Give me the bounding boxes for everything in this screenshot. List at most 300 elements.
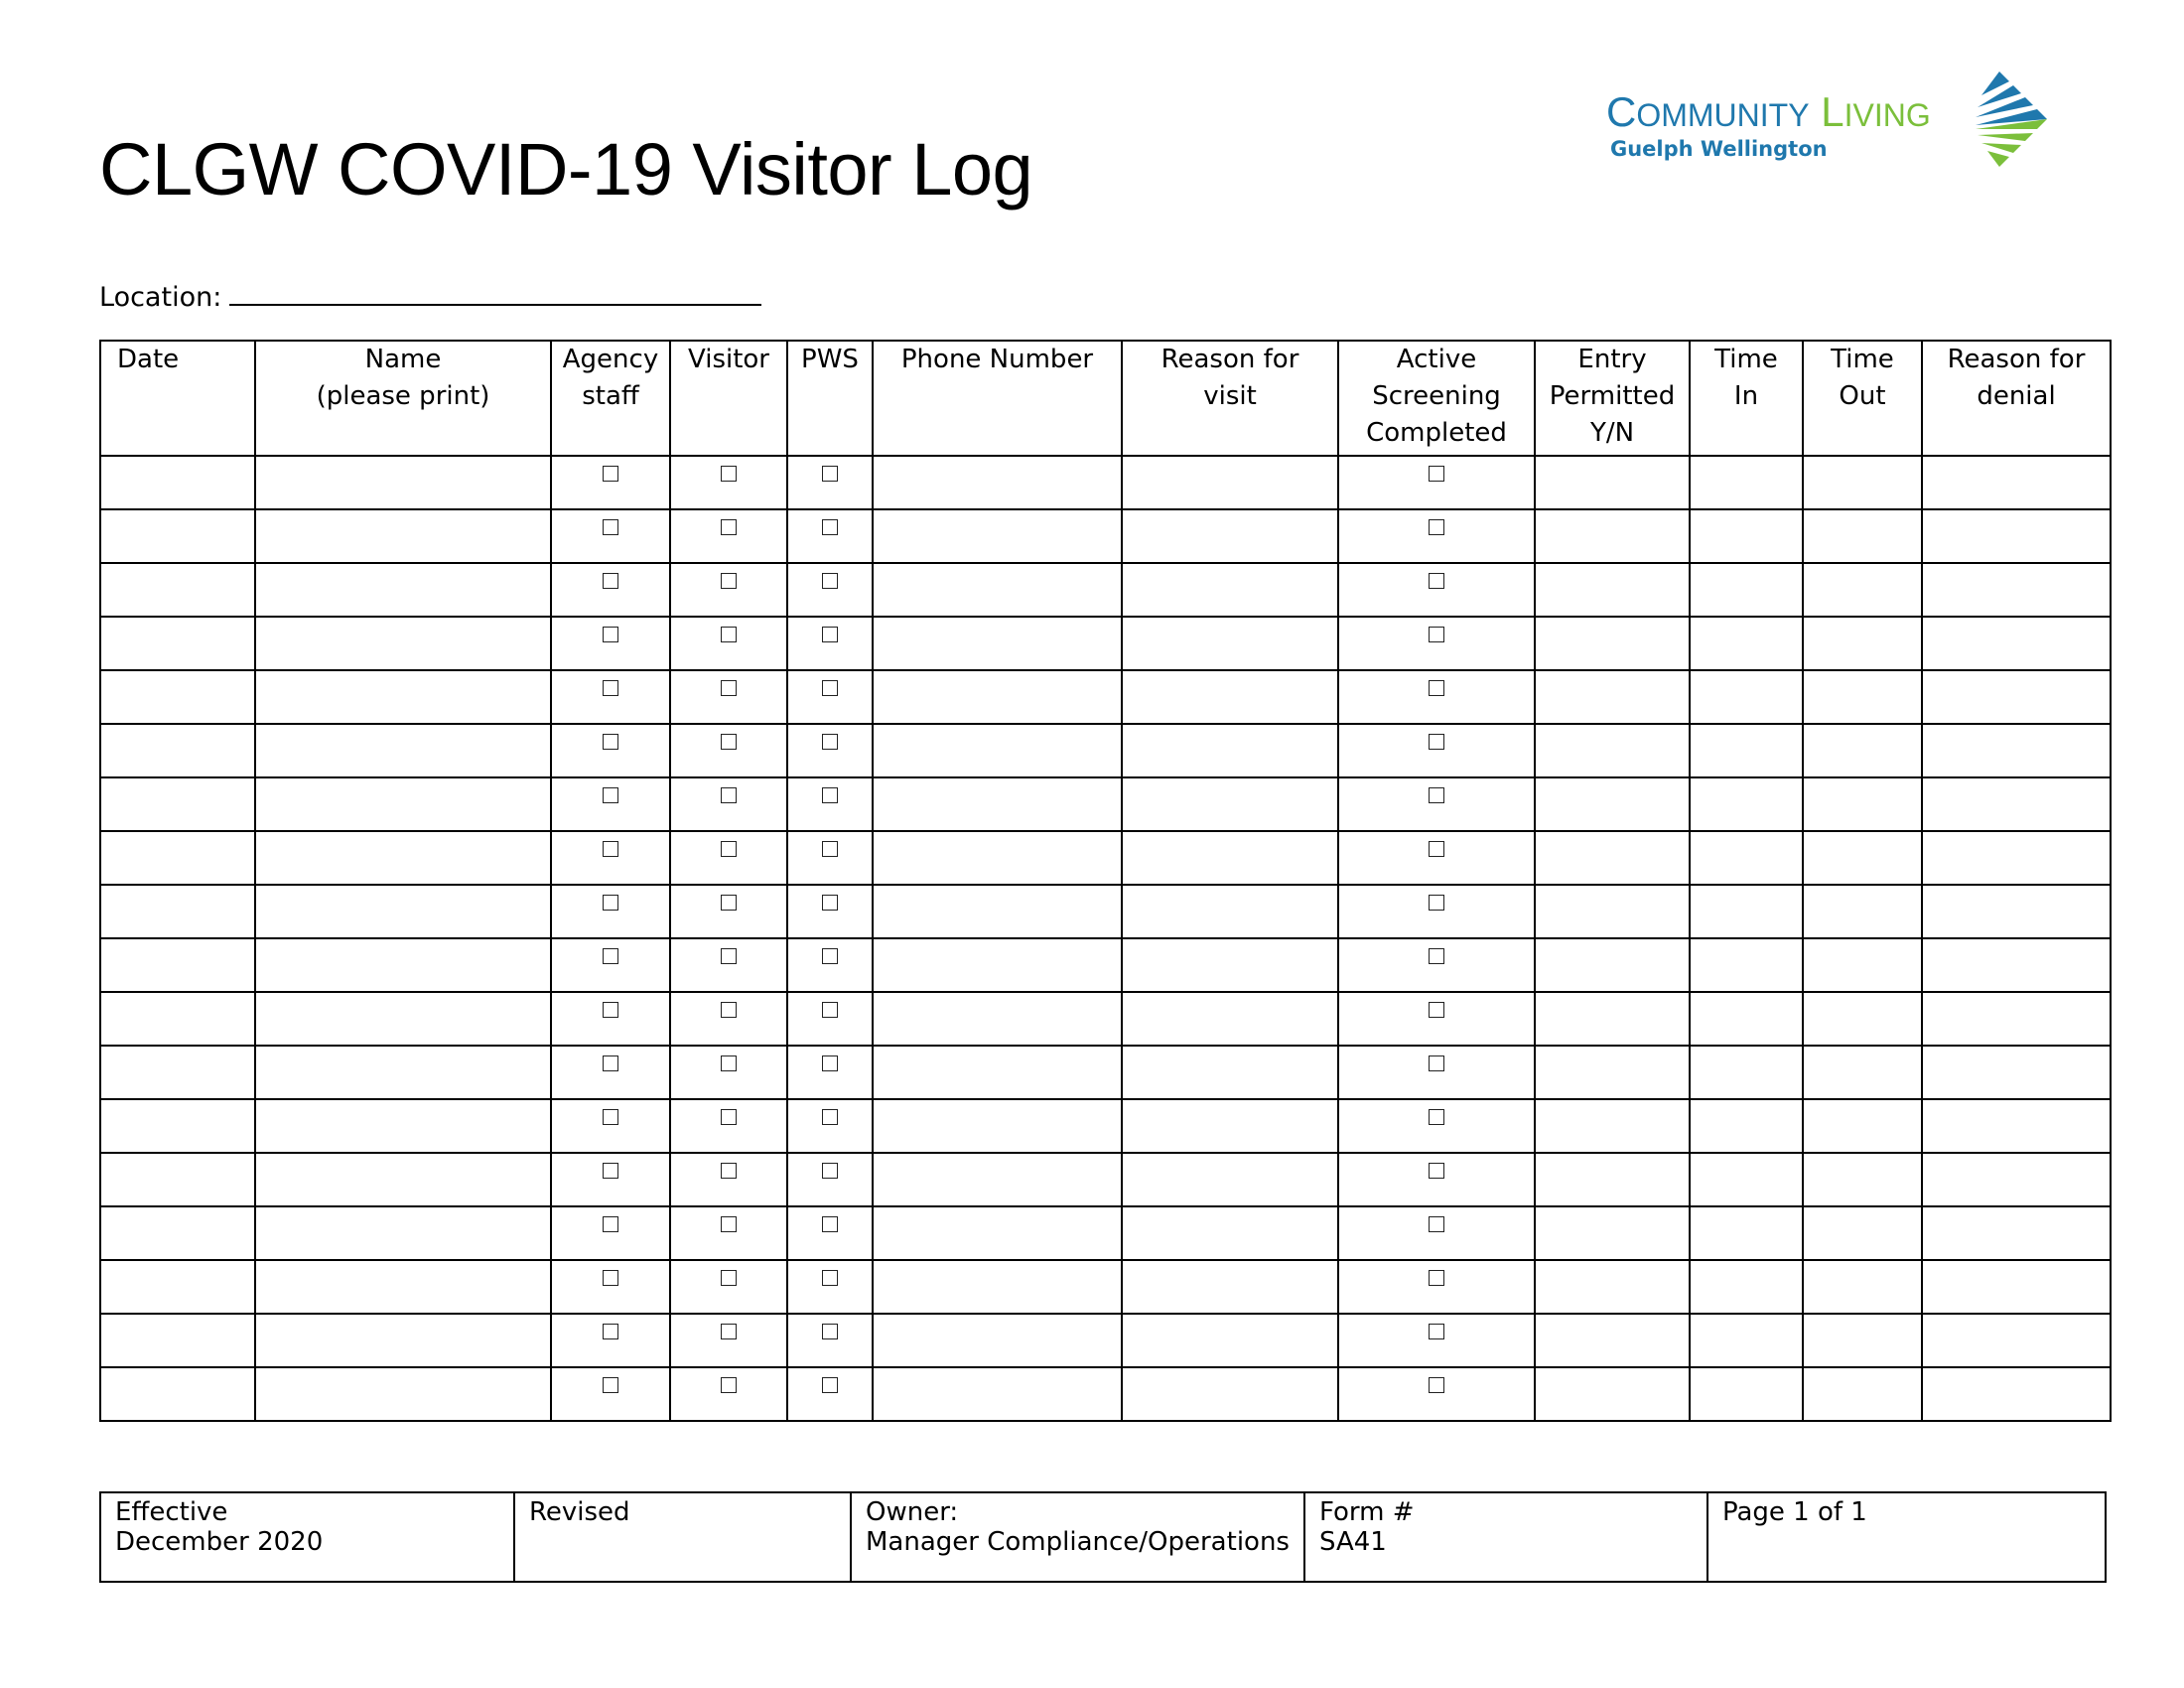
pws-checkbox[interactable] [822,895,838,911]
screening-checkbox[interactable] [1429,1055,1444,1071]
cell-phone[interactable] [873,1260,1122,1314]
cell-visitor[interactable] [670,777,787,831]
pws-checkbox[interactable] [822,1324,838,1339]
cell-name[interactable] [255,1260,551,1314]
cell-entry[interactable] [1535,938,1690,992]
cell-name[interactable] [255,1314,551,1367]
pws-checkbox[interactable] [822,519,838,535]
screening-checkbox[interactable] [1429,734,1444,750]
footer-revised-label: Revised [529,1497,630,1527]
cell-phone[interactable] [873,1314,1122,1367]
cell-date[interactable] [100,1046,255,1099]
cell-name[interactable] [255,831,551,885]
cell-screening[interactable] [1338,1206,1535,1260]
pws-checkbox[interactable] [822,1002,838,1018]
cell-visitor[interactable] [670,670,787,724]
cell-pws[interactable] [787,617,873,670]
cell-reason[interactable] [1122,1206,1338,1260]
cell-reason[interactable] [1122,670,1338,724]
cell-name[interactable] [255,1367,551,1421]
visitor-checkbox[interactable] [721,1324,737,1339]
cell-entry[interactable] [1535,1099,1690,1153]
cell-name[interactable] [255,1046,551,1099]
cell-screening[interactable] [1338,992,1535,1046]
cell-name[interactable] [255,509,551,563]
cell-visitor[interactable] [670,617,787,670]
cell-pws[interactable] [787,1314,873,1367]
cell-entry[interactable] [1535,885,1690,938]
cell-visitor[interactable] [670,1046,787,1099]
cell-name[interactable] [255,617,551,670]
cell-reason[interactable] [1122,831,1338,885]
cell-time-in[interactable] [1690,670,1803,724]
cell-name[interactable] [255,938,551,992]
cell-time-out[interactable] [1803,617,1922,670]
cell-pws[interactable] [787,1367,873,1421]
cell-reason[interactable] [1122,777,1338,831]
visitor-checkbox[interactable] [721,1002,737,1018]
cell-time-out[interactable] [1803,885,1922,938]
agency-staff-checkbox[interactable] [603,1216,618,1232]
cell-time-out[interactable] [1803,456,1922,509]
cell-reason[interactable] [1122,992,1338,1046]
cell-phone[interactable] [873,1046,1122,1099]
cell-agency-staff[interactable] [551,670,670,724]
table-row [100,1153,2111,1206]
pws-checkbox[interactable] [822,1055,838,1071]
cell-pws[interactable] [787,938,873,992]
cell-time-in[interactable] [1690,509,1803,563]
cell-screening[interactable] [1338,456,1535,509]
cell-date[interactable] [100,1314,255,1367]
cell-phone[interactable] [873,670,1122,724]
cell-denial[interactable] [1922,938,2111,992]
cell-visitor[interactable] [670,1206,787,1260]
cell-time-in[interactable] [1690,1206,1803,1260]
visitor-checkbox[interactable] [721,734,737,750]
cell-time-in[interactable] [1690,777,1803,831]
cell-reason[interactable] [1122,938,1338,992]
cell-entry[interactable] [1535,992,1690,1046]
screening-checkbox[interactable] [1429,1002,1444,1018]
screening-checkbox[interactable] [1429,1324,1444,1339]
screening-checkbox[interactable] [1429,627,1444,642]
pws-checkbox[interactable] [822,680,838,696]
community-living-logo [1606,70,2023,169]
cell-screening[interactable] [1338,509,1535,563]
pws-checkbox[interactable] [822,948,838,964]
cell-denial[interactable] [1922,1367,2111,1421]
cell-pws[interactable] [787,1046,873,1099]
cell-time-out[interactable] [1803,670,1922,724]
pws-checkbox[interactable] [822,734,838,750]
visitor-checkbox[interactable] [721,1270,737,1286]
agency-staff-checkbox[interactable] [603,1055,618,1071]
footer-effective-value: December 2020 [115,1527,324,1557]
pws-checkbox[interactable] [822,1109,838,1125]
screening-checkbox[interactable] [1429,787,1444,803]
cell-entry[interactable] [1535,1260,1690,1314]
cell-phone[interactable] [873,1099,1122,1153]
cell-time-in[interactable] [1690,938,1803,992]
footer-effective [100,1492,514,1582]
agency-staff-checkbox[interactable] [603,466,618,482]
visitor-checkbox[interactable] [721,466,737,482]
pws-checkbox[interactable] [822,573,838,589]
cell-name[interactable] [255,670,551,724]
cell-visitor[interactable] [670,1153,787,1206]
cell-name[interactable] [255,992,551,1046]
cell-entry[interactable] [1535,1153,1690,1206]
cell-time-in[interactable] [1690,1260,1803,1314]
cell-entry[interactable] [1535,1367,1690,1421]
cell-time-out[interactable] [1803,1099,1922,1153]
cell-visitor[interactable] [670,724,787,777]
footer-owner [851,1492,1304,1582]
cell-date[interactable] [100,1367,255,1421]
cell-agency-staff[interactable] [551,1099,670,1153]
cell-screening[interactable] [1338,938,1535,992]
cell-phone[interactable] [873,777,1122,831]
table-row [100,617,2111,670]
cell-entry[interactable] [1535,724,1690,777]
visitor-checkbox[interactable] [721,519,737,535]
cell-agency-staff[interactable] [551,1314,670,1367]
agency-staff-checkbox[interactable] [603,734,618,750]
screening-checkbox[interactable] [1429,948,1444,964]
cell-reason[interactable] [1122,1046,1338,1099]
cell-pws[interactable] [787,1206,873,1260]
cell-denial[interactable] [1922,1260,2111,1314]
cell-phone[interactable] [873,563,1122,617]
visitor-checkbox[interactable] [721,895,737,911]
cell-denial[interactable] [1922,563,2111,617]
cell-visitor[interactable] [670,938,787,992]
pws-checkbox[interactable] [822,841,838,857]
cell-entry[interactable] [1535,563,1690,617]
cell-denial[interactable] [1922,1206,2111,1260]
cell-agency-staff[interactable] [551,992,670,1046]
visitor-checkbox[interactable] [721,680,737,696]
cell-visitor[interactable] [670,509,787,563]
cell-date[interactable] [100,1099,255,1153]
cell-denial[interactable] [1922,777,2111,831]
cell-pws[interactable] [787,670,873,724]
cell-visitor[interactable] [670,456,787,509]
agency-staff-checkbox[interactable] [603,680,618,696]
cell-denial[interactable] [1922,885,2111,938]
cell-phone[interactable] [873,1367,1122,1421]
cell-name[interactable] [255,885,551,938]
visitor-checkbox[interactable] [721,787,737,803]
screening-checkbox[interactable] [1429,1216,1444,1232]
visitor-checkbox[interactable] [721,948,737,964]
cell-entry[interactable] [1535,1046,1690,1099]
cell-time-out[interactable] [1803,992,1922,1046]
cell-agency-staff[interactable] [551,724,670,777]
cell-agency-staff[interactable] [551,831,670,885]
cell-denial[interactable] [1922,724,2111,777]
cell-reason[interactable] [1122,1153,1338,1206]
cell-visitor[interactable] [670,1099,787,1153]
cell-screening[interactable] [1338,1260,1535,1314]
cell-agency-staff[interactable] [551,1206,670,1260]
cell-screening[interactable] [1338,831,1535,885]
cell-pws[interactable] [787,724,873,777]
cell-time-out[interactable] [1803,724,1922,777]
agency-staff-checkbox[interactable] [603,895,618,911]
cell-reason[interactable] [1122,724,1338,777]
cell-entry[interactable] [1535,1314,1690,1367]
cell-screening[interactable] [1338,617,1535,670]
cell-denial[interactable] [1922,617,2111,670]
cell-reason[interactable] [1122,509,1338,563]
logo-wordmark [1606,88,1931,135]
visitor-checkbox[interactable] [721,1109,737,1125]
cell-pws[interactable] [787,1260,873,1314]
cell-screening[interactable] [1338,563,1535,617]
cell-phone[interactable] [873,509,1122,563]
pws-checkbox[interactable] [822,1163,838,1179]
cell-agency-staff[interactable] [551,617,670,670]
cell-time-in[interactable] [1690,1099,1803,1153]
cell-time-in[interactable] [1690,617,1803,670]
cell-date[interactable] [100,938,255,992]
cell-date[interactable] [100,831,255,885]
cell-date[interactable] [100,724,255,777]
cell-screening[interactable] [1338,1099,1535,1153]
pws-checkbox[interactable] [822,466,838,482]
cell-pws[interactable] [787,456,873,509]
cell-screening[interactable] [1338,670,1535,724]
cell-pws[interactable] [787,885,873,938]
cell-agency-staff[interactable] [551,1260,670,1314]
cell-date[interactable] [100,992,255,1046]
cell-visitor[interactable] [670,1260,787,1314]
cell-date[interactable] [100,1206,255,1260]
visitor-checkbox[interactable] [721,1055,737,1071]
cell-date[interactable] [100,885,255,938]
cell-agency-staff[interactable] [551,509,670,563]
cell-phone[interactable] [873,724,1122,777]
cell-time-in[interactable] [1690,1367,1803,1421]
cell-time-in[interactable] [1690,1153,1803,1206]
cell-agency-staff[interactable] [551,563,670,617]
cell-time-in[interactable] [1690,1314,1803,1367]
cell-pws[interactable] [787,1153,873,1206]
location-input-line[interactable] [229,276,761,306]
cell-phone[interactable] [873,456,1122,509]
agency-staff-checkbox[interactable] [603,1324,618,1339]
cell-screening[interactable] [1338,1046,1535,1099]
cell-denial[interactable] [1922,1314,2111,1367]
cell-denial[interactable] [1922,1099,2111,1153]
cell-pws[interactable] [787,563,873,617]
screening-checkbox[interactable] [1429,1163,1444,1179]
cell-screening[interactable] [1338,885,1535,938]
cell-denial[interactable] [1922,1153,2111,1206]
cell-time-out[interactable] [1803,1367,1922,1421]
cell-date[interactable] [100,1260,255,1314]
cell-time-out[interactable] [1803,831,1922,885]
cell-pws[interactable] [787,831,873,885]
cell-agency-staff[interactable] [551,456,670,509]
cell-name[interactable] [255,777,551,831]
cell-reason[interactable] [1122,1367,1338,1421]
pws-checkbox[interactable] [822,1270,838,1286]
cell-date[interactable] [100,509,255,563]
visitor-checkbox[interactable] [721,1163,737,1179]
agency-staff-checkbox[interactable] [603,1163,618,1179]
screening-checkbox[interactable] [1429,680,1444,696]
cell-time-in[interactable] [1690,724,1803,777]
cell-time-out[interactable] [1803,1314,1922,1367]
cell-entry[interactable] [1535,670,1690,724]
agency-staff-checkbox[interactable] [603,1270,618,1286]
cell-denial[interactable] [1922,1046,2111,1099]
cell-time-out[interactable] [1803,1046,1922,1099]
cell-agency-staff[interactable] [551,938,670,992]
cell-denial[interactable] [1922,670,2111,724]
cell-pws[interactable] [787,509,873,563]
pws-checkbox[interactable] [822,787,838,803]
screening-checkbox[interactable] [1429,519,1444,535]
cell-entry[interactable] [1535,509,1690,563]
cell-reason[interactable] [1122,563,1338,617]
cell-entry[interactable] [1535,456,1690,509]
cell-visitor[interactable] [670,563,787,617]
cell-phone[interactable] [873,938,1122,992]
visitor-checkbox[interactable] [721,627,737,642]
screening-checkbox[interactable] [1429,841,1444,857]
cell-phone[interactable] [873,992,1122,1046]
cell-agency-staff[interactable] [551,885,670,938]
visitor-checkbox[interactable] [721,1216,737,1232]
screening-checkbox[interactable] [1429,895,1444,911]
cell-time-in[interactable] [1690,885,1803,938]
agency-staff-checkbox[interactable] [603,948,618,964]
cell-entry[interactable] [1535,777,1690,831]
cell-visitor[interactable] [670,1367,787,1421]
cell-agency-staff[interactable] [551,777,670,831]
visitor-checkbox[interactable] [721,841,737,857]
cell-time-out[interactable] [1803,938,1922,992]
agency-staff-checkbox[interactable] [603,1002,618,1018]
cell-reason[interactable] [1122,1314,1338,1367]
cell-reason[interactable] [1122,885,1338,938]
agency-staff-checkbox[interactable] [603,787,618,803]
cell-reason[interactable] [1122,617,1338,670]
agency-staff-checkbox[interactable] [603,1377,618,1393]
cell-time-in[interactable] [1690,992,1803,1046]
cell-name[interactable] [255,1206,551,1260]
cell-time-out[interactable] [1803,563,1922,617]
cell-date[interactable] [100,777,255,831]
screening-checkbox[interactable] [1429,466,1444,482]
agency-staff-checkbox[interactable] [603,841,618,857]
pws-checkbox[interactable] [822,627,838,642]
cell-date[interactable] [100,563,255,617]
cell-name[interactable] [255,724,551,777]
pws-checkbox[interactable] [822,1216,838,1232]
cell-visitor[interactable] [670,992,787,1046]
cell-screening[interactable] [1338,1153,1535,1206]
cell-agency-staff[interactable] [551,1153,670,1206]
cell-visitor[interactable] [670,831,787,885]
cell-date[interactable] [100,1153,255,1206]
cell-visitor[interactable] [670,1314,787,1367]
cell-denial[interactable] [1922,992,2111,1046]
cell-screening[interactable] [1338,1367,1535,1421]
cell-pws[interactable] [787,992,873,1046]
cell-time-out[interactable] [1803,777,1922,831]
agency-staff-checkbox[interactable] [603,1109,618,1125]
cell-time-out[interactable] [1803,1206,1922,1260]
pws-checkbox[interactable] [822,1377,838,1393]
cell-name[interactable] [255,456,551,509]
cell-pws[interactable] [787,777,873,831]
screening-checkbox[interactable] [1429,1377,1444,1393]
cell-reason[interactable] [1122,456,1338,509]
cell-date[interactable] [100,456,255,509]
cell-agency-staff[interactable] [551,1046,670,1099]
cell-denial[interactable] [1922,456,2111,509]
cell-phone[interactable] [873,885,1122,938]
screening-checkbox[interactable] [1429,1270,1444,1286]
cell-phone[interactable] [873,617,1122,670]
visitor-checkbox[interactable] [721,1377,737,1393]
cell-name[interactable] [255,1153,551,1206]
cell-name[interactable] [255,1099,551,1153]
cell-entry[interactable] [1535,1206,1690,1260]
cell-denial[interactable] [1922,509,2111,563]
cell-time-out[interactable] [1803,509,1922,563]
screening-checkbox[interactable] [1429,1109,1444,1125]
cell-time-out[interactable] [1803,1260,1922,1314]
agency-staff-checkbox[interactable] [603,519,618,535]
cell-pws[interactable] [787,1099,873,1153]
cell-reason[interactable] [1122,1099,1338,1153]
cell-time-in[interactable] [1690,563,1803,617]
cell-entry[interactable] [1535,617,1690,670]
agency-staff-checkbox[interactable] [603,573,618,589]
cell-screening[interactable] [1338,724,1535,777]
cell-phone[interactable] [873,831,1122,885]
cell-name[interactable] [255,563,551,617]
footer-owner-label: Owner: [866,1497,959,1527]
cell-agency-staff[interactable] [551,1367,670,1421]
cell-screening[interactable] [1338,777,1535,831]
cell-screening[interactable] [1338,1314,1535,1367]
footer-revised [514,1492,851,1582]
agency-staff-checkbox[interactable] [603,627,618,642]
cell-time-in[interactable] [1690,831,1803,885]
cell-date[interactable] [100,617,255,670]
table-row [100,992,2111,1046]
cell-phone[interactable] [873,1206,1122,1260]
cell-date[interactable] [100,670,255,724]
cell-time-in[interactable] [1690,456,1803,509]
screening-checkbox[interactable] [1429,573,1444,589]
cell-phone[interactable] [873,1153,1122,1206]
cell-time-out[interactable] [1803,1153,1922,1206]
cell-denial[interactable] [1922,831,2111,885]
cell-visitor[interactable] [670,885,787,938]
visitor-checkbox[interactable] [721,573,737,589]
cell-entry[interactable] [1535,831,1690,885]
cell-reason[interactable] [1122,1260,1338,1314]
cell-time-in[interactable] [1690,1046,1803,1099]
